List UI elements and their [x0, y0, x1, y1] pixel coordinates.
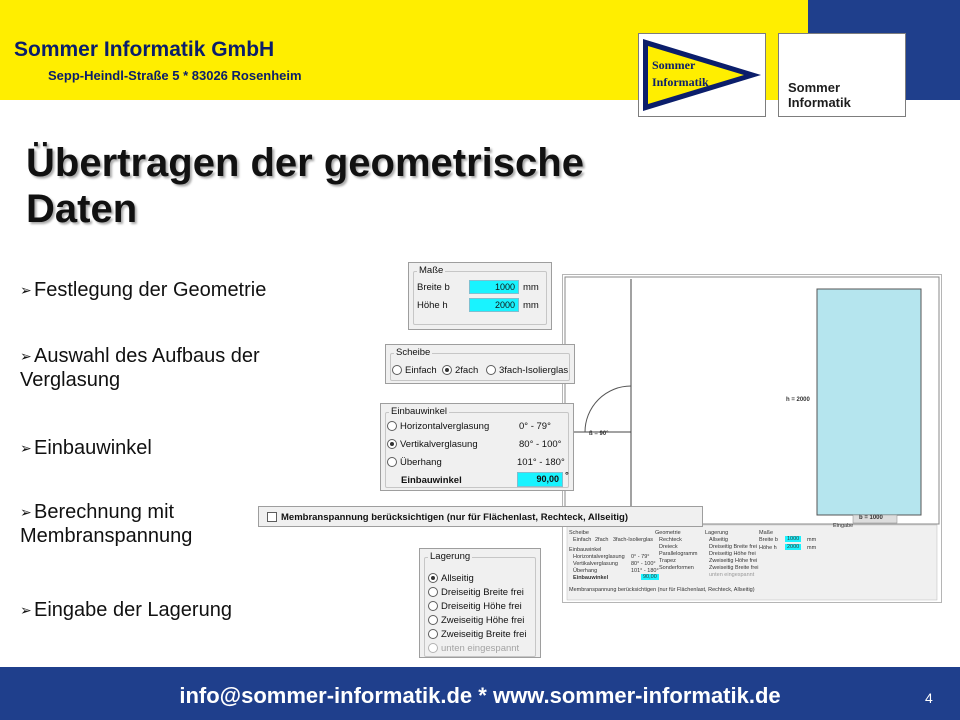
slide-title [26, 140, 584, 232]
scheibe-2fach-radio[interactable] [442, 365, 452, 375]
logo-flag-line2: Informatik [652, 75, 709, 89]
bullet-item [20, 436, 360, 460]
mini-scheibe-option[interactable]: 2fach [595, 537, 609, 543]
mini-breite-label: Breite b [759, 537, 778, 543]
mini-unit: mm [807, 537, 817, 543]
scheibe-einfach-radio[interactable] [392, 365, 402, 375]
company-logo-flag [638, 33, 766, 117]
lagerung-panel [419, 548, 541, 658]
scheibe-panel [385, 344, 575, 384]
bullet-text: Eingabe der Lagerung [34, 599, 232, 621]
mini-einbau-row[interactable]: Horizontalverglasung [573, 554, 625, 560]
mini-lagerung-option[interactable]: Dreiseitig Höhe frei [709, 551, 756, 557]
hoehe-unit: mm [523, 300, 539, 311]
lagerung-option-label: unten eingespannt [441, 643, 520, 654]
bullet-item [20, 598, 360, 622]
mini-einbau-row[interactable]: Vertikalverglasung [573, 561, 618, 567]
hoehe-label: Höhe h [417, 300, 448, 311]
arrow-bullet-icon: ➢ [20, 348, 32, 364]
mini-scheibe-option[interactable]: 3fach-Isolierglas [613, 537, 654, 543]
lagerung-option-label: Zweiseitig Höhe frei [441, 615, 525, 626]
mini-einbau-range: 101° - 180° [631, 568, 659, 574]
tab-eingabe[interactable]: Eingabe [833, 523, 854, 529]
mini-unit: mm [807, 545, 817, 551]
einbau-range: 0° - 79° [519, 421, 551, 432]
einbau-option-label: Überhang [400, 457, 442, 468]
mini-einbau-row[interactable]: Überhang [573, 568, 598, 574]
logo-flag-line1: Sommer [652, 58, 696, 72]
hoehe-input[interactable]: 2000 [469, 298, 519, 312]
masse-panel [408, 262, 552, 330]
unten-eingespannt-radio [428, 643, 438, 653]
company-address: Sepp-Heindl-Straße 5 * 83026 Rosenheim [48, 68, 302, 83]
mini-geometrie-option[interactable]: Sonderformen [659, 565, 694, 571]
mini-geometrie-legend: Geometrie [655, 530, 681, 536]
vertikal-radio[interactable] [387, 439, 397, 449]
flag-logo-graphic [639, 34, 765, 116]
masse-legend: Maße [419, 265, 444, 276]
breite-label: Breite b [417, 282, 450, 293]
bullet-text-cont: Membranspannung [20, 525, 193, 547]
height-label: h = 2000 [786, 397, 810, 403]
mini-lagerung-option[interactable]: Dreiseitig Breite frei [709, 544, 757, 550]
arrow-bullet-icon: ➢ [20, 282, 32, 298]
scheibe-3fach-radio[interactable] [486, 365, 496, 375]
bullet-item [20, 344, 360, 392]
scheibe-option-label: Einfach [405, 365, 437, 376]
membran-checkbox[interactable] [267, 512, 277, 522]
mini-einbau-range: 80° - 100° [631, 561, 656, 567]
breite-input[interactable]: 1000 [469, 280, 519, 294]
bullet-item [20, 278, 360, 302]
mini-breite-input[interactable]: 1000 [787, 536, 800, 542]
mini-lagerung-option[interactable]: Zweiseitig Breite frei [709, 565, 759, 571]
mini-lagerung-option[interactable]: Zweiseitig Höhe frei [709, 558, 758, 564]
zweiseitig-breite-radio[interactable] [428, 629, 438, 639]
mini-membran-checkbox[interactable]: Membranspannung berücksichtigen (nur für Flächenlast, Rechteck, Allseitig) [569, 587, 755, 593]
mini-hoehe-input[interactable]: 2000 [787, 544, 800, 550]
einbau-range: 101° - 180° [517, 457, 565, 468]
mini-scheibe-option[interactable]: Einfach [573, 537, 592, 543]
horizontal-radio[interactable] [387, 421, 397, 431]
mini-einbau-range: 0° - 79° [631, 554, 650, 560]
mini-einbau-value[interactable]: 90,00 [643, 574, 657, 580]
mini-einbau-legend: Einbauwinkel [569, 547, 602, 553]
lagerung-option-label: Dreiseitig Breite frei [441, 587, 524, 598]
einbauwinkel-panel [380, 403, 574, 491]
footer-contact[interactable]: info@sommer-informatik.de * www.sommer-informatik.de [179, 683, 781, 708]
arrow-bullet-icon: ➢ [20, 440, 32, 456]
mini-geometrie-option[interactable]: Parallelogramm [659, 551, 698, 557]
zweiseitig-hoehe-radio[interactable] [428, 615, 438, 625]
dreiseitig-breite-radio[interactable] [428, 587, 438, 597]
bullet-text: Auswahl des Aufbaus der [34, 345, 260, 367]
angle-label: ß = 90° [589, 431, 609, 437]
mini-geometrie-option[interactable]: Dreieck [659, 544, 678, 550]
ueberhang-radio[interactable] [387, 457, 397, 467]
membran-panel [258, 506, 703, 527]
page-number: 4 [925, 690, 933, 706]
lagerung-option-label: Dreiseitig Höhe frei [441, 601, 522, 612]
slide-title-line2: Daten [26, 187, 138, 231]
arrow-bullet-icon: ➢ [20, 504, 32, 520]
einbau-range: 80° - 100° [519, 439, 562, 450]
bullet-text: Berechnung mit [34, 501, 175, 523]
drawing-window [562, 274, 942, 603]
mini-hoehe-label: Höhe h [759, 545, 777, 551]
mini-lagerung-option: unten eingespannt [709, 572, 755, 578]
einbauwinkel-input[interactable]: 90,00 [517, 472, 563, 487]
lagerung-option-label: Allseitig [441, 573, 474, 584]
mini-lagerung-legend: Lagerung [705, 530, 729, 536]
logo-text-line2: Informatik [788, 95, 851, 110]
mini-scheibe-legend: Scheibe [569, 530, 589, 536]
bullet-text: Einbauwinkel [34, 437, 152, 459]
mini-masse-legend: Maße [759, 530, 774, 536]
slide-title-line1: Übertragen der geometrische [26, 141, 584, 185]
bullet-text-cont: Verglasung [20, 369, 121, 391]
bullet-text: Festlegung der Geometrie [34, 279, 267, 301]
company-name: Sommer Informatik GmbH [14, 38, 275, 61]
width-label: b = 1000 [859, 515, 883, 521]
lagerung-option-label: Zweiseitig Breite frei [441, 629, 527, 640]
dreiseitig-hoehe-radio[interactable] [428, 601, 438, 611]
arrow-bullet-icon: ➢ [20, 602, 32, 618]
scheibe-option-label: 3fach-Isolierglas [499, 365, 569, 376]
mini-geometrie-option[interactable]: Trapez [659, 558, 676, 564]
mini-einbau-label: Einbauwinkel [573, 575, 609, 581]
scheibe-legend: Scheibe [396, 347, 431, 358]
einbauwinkel-unit: ° [565, 470, 569, 481]
lagerung-legend: Lagerung [430, 551, 471, 562]
mini-geometrie-option[interactable]: Rechteck [659, 537, 682, 543]
einbau-option-label: Horizontalverglasung [400, 421, 490, 432]
scheibe-option-label: 2fach [455, 365, 479, 376]
einbauwinkel-value-label: Einbauwinkel [401, 475, 462, 486]
einbauwinkel-legend: Einbauwinkel [391, 406, 447, 417]
membran-label: Membranspannung berücksichtigen (nur für Flächenlast, Rechteck, Allseitig) [281, 512, 628, 523]
allseitig-radio[interactable] [428, 573, 438, 583]
einbau-option-label: Vertikalverglasung [400, 439, 478, 450]
company-logo-text [778, 33, 906, 117]
logo-text [788, 80, 851, 110]
mini-lagerung-option[interactable]: Allseitig [709, 537, 728, 543]
logo-text-line1: Sommer [788, 80, 841, 95]
breite-unit: mm [523, 282, 539, 293]
